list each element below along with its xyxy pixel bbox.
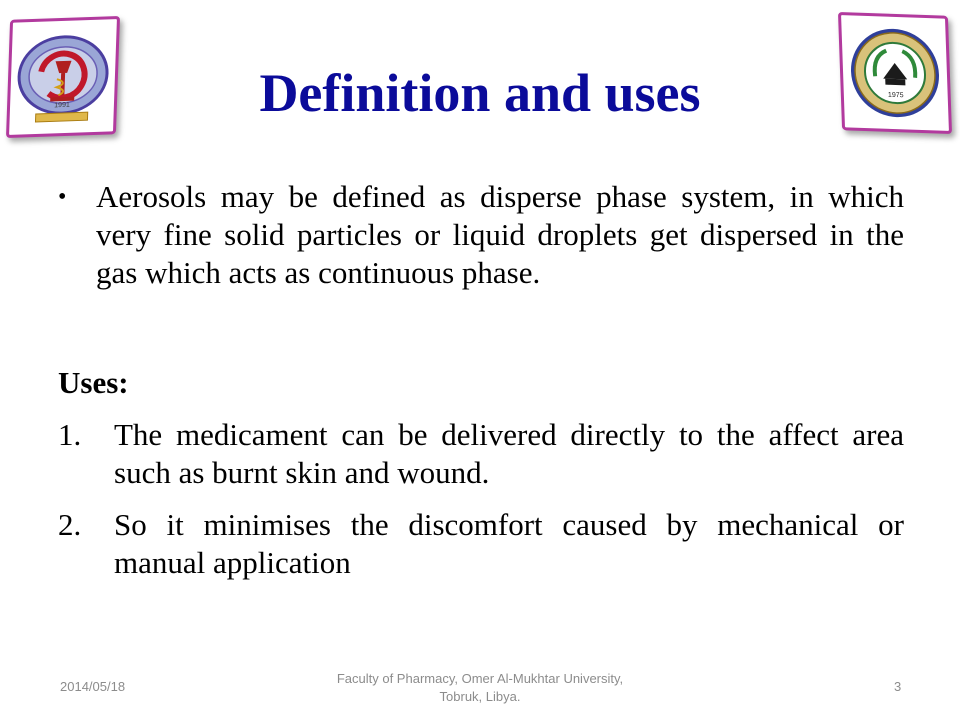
use-item-text: So it minimises the discomfort caused by mechanical or manual application [114, 507, 904, 580]
footer-page-number: 3 [894, 679, 902, 694]
uses-heading: Uses: [58, 365, 129, 400]
use-item [58, 416, 904, 492]
definition-bullet [58, 178, 904, 292]
slide-body [58, 178, 904, 582]
footer-date: 2014/05/18 [60, 679, 126, 694]
definition-text: Aerosols may be defined as disperse phase system, in which very fine solid particles or liquid droplets get dispersed in the gas which acts as continuous phase. [96, 179, 904, 290]
slide-title: Definition and uses [259, 63, 701, 123]
bullet-icon: • [58, 184, 67, 210]
use-item-number: 1. [58, 417, 82, 452]
use-item [58, 506, 904, 582]
svg-text:1975: 1975 [887, 91, 904, 100]
use-item-number: 2. [58, 507, 82, 542]
footer-institution: Faculty of Pharmacy, Omer Al-Mukhtar University, Tobruk, Libya. [336, 671, 624, 704]
use-item-text: The medicament can be delivered directly to the affect area such as burnt skin and wound. [114, 417, 904, 490]
svg-text:1991: 1991 [54, 101, 70, 110]
